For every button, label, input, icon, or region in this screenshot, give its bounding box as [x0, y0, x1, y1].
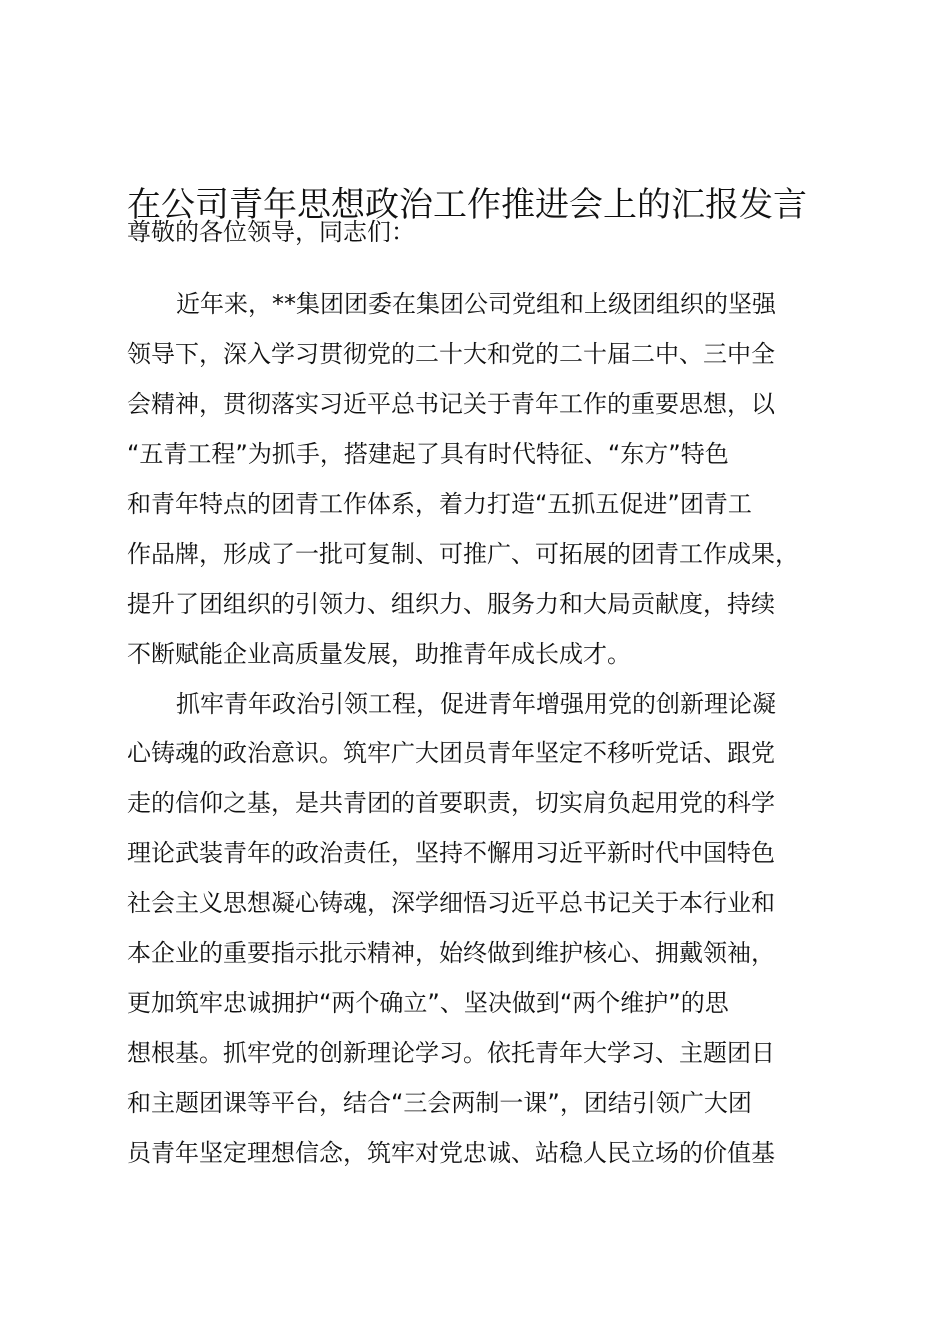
paragraph-line: 提升了团组织的引领力、组织力、服务力和大局贡献度，持续	[127, 590, 775, 618]
paragraph-line: 走的信仰之基，是共青团的首要职责，切实肩负起用党的科学	[127, 789, 775, 817]
paragraph-line: “五青工程”为抓手，搭建起了具有时代特征、“东方”特色	[127, 440, 729, 468]
paragraph-line: 本企业的重要指示批示精神，始终做到维护核心、拥戴领袖，	[127, 939, 775, 967]
paragraph-line: 理论武装青年的政治责任，坚持不懈用习近平新时代中国特色	[127, 839, 775, 867]
paragraph-line: 员青年坚定理想信念，筑牢对党忠诚、站稳人民立场的价值基	[127, 1139, 775, 1167]
paragraph-line: 近年来，**集团团委在集团公司党组和上级团组织的坚强	[176, 290, 776, 318]
paragraph-line: 更加筑牢忠诚拥护“两个确立”、坚决做到“两个维护”的思	[127, 989, 729, 1017]
paragraph-line: 抓牢青年政治引领工程，促进青年增强用党的创新理论凝	[176, 690, 776, 718]
paragraph-line: 领导下，深入学习贯彻党的二十大和党的二十届二中、三中全	[127, 340, 775, 368]
paragraph-line: 和青年特点的团青工作体系，着力打造“五抓五促进”团青工	[127, 490, 752, 518]
greeting: 尊敬的各位领导，同志们：	[127, 218, 415, 246]
paragraph-line: 和主题团课等平台，结合“三会两制一课”，团结引领广大团	[127, 1089, 752, 1117]
paragraph-line: 作品牌，形成了一批可复制、可推广、可拓展的团青工作成果，	[127, 540, 799, 568]
paragraph-line: 社会主义思想凝心铸魂，深学细悟习近平总书记关于本行业和	[127, 889, 775, 917]
paragraph-line: 会精神，贯彻落实习近平总书记关于青年工作的重要思想，以	[127, 390, 775, 418]
paragraph-line: 心铸魂的政治意识。筑牢广大团员青年坚定不移听党话、跟党	[127, 739, 775, 767]
paragraph-line: 不断赋能企业高质量发展，助推青年成长成才。	[127, 640, 631, 668]
document-title: 在公司青年思想政治工作推进会上的汇报发言	[127, 185, 807, 225]
paragraph-line: 想根基。抓牢党的创新理论学习。依托青年大学习、主题团日	[127, 1039, 775, 1067]
